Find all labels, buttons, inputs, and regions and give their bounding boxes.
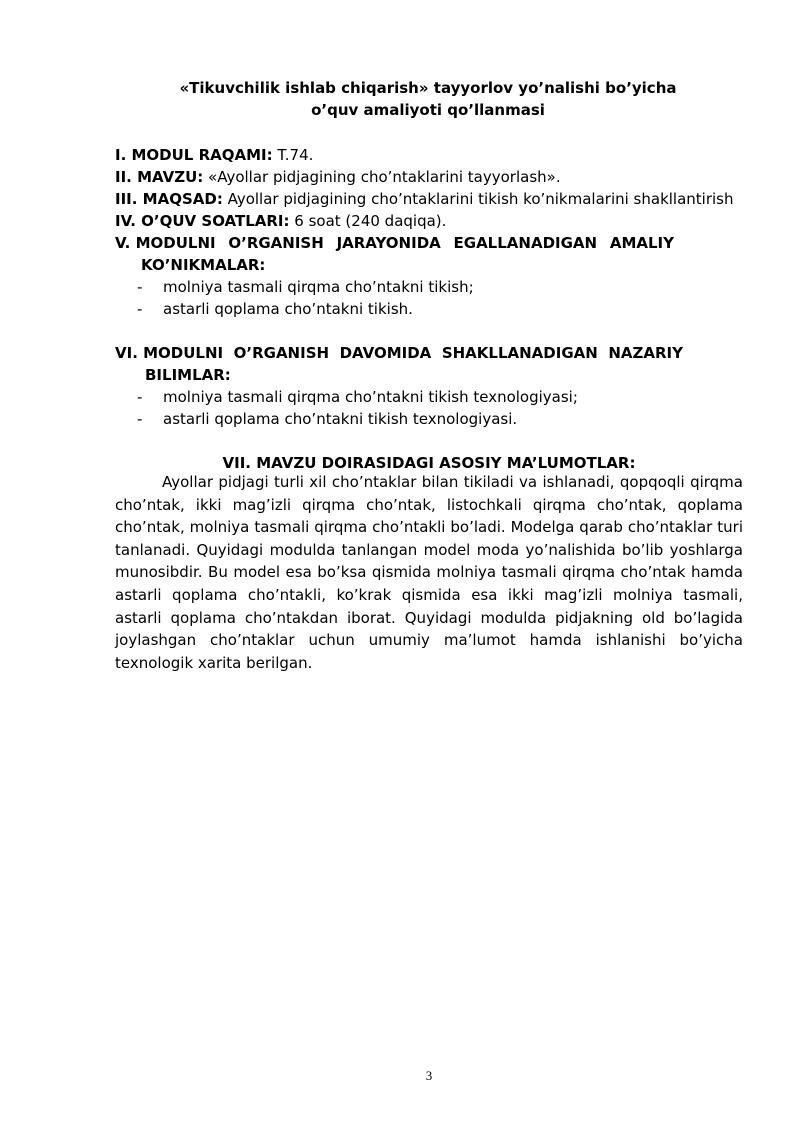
heading-word: V. MODULNI bbox=[115, 234, 216, 252]
topic-line bbox=[115, 166, 561, 188]
main-information-paragraph: Ayollar pidjagi turli xil cho’ntaklar bilan tikiladi va ishlanadi, qopqoqli qirqma cho’ntak, ikki mag’izli qirqma cho’ntak, listochkali qirqma cho’ntak, qoplama cho’ntak, molniya tasmali qirqma cho’ntakli bo’ladi. Modelga qarab cho’ntaklar turi tanlanadi. Quyidagi modulda tanlangan model moda yo’nalishida bo’lib yoshlarga munosibdir. Bu model esa bo’ksa qismida molniya tasmali qirqma cho’ntak hamda astarli qoplama cho’ntakli, ko’krak qismida esa ikki mag’izli molniya tasmali, astarli qoplama cho’ntakdan iborat. Quyidagi modulda pidjakning old bo’lagida joylashgan cho’ntaklar uchun umumiy ma’lumot hamda ishlanishi bo’yicha texnologik xarita berilgan. bbox=[115, 473, 743, 672]
list-item bbox=[137, 386, 578, 408]
main-information-heading: VII. MAVZU DOIRASIDAGI ASOSIY MA’LUMOTLAR: bbox=[222, 454, 636, 472]
heading-word: NAZARIY bbox=[608, 344, 683, 362]
document-title-line-2: o’quv amaliyoti qo’llanmasi bbox=[311, 101, 545, 119]
list-item bbox=[137, 276, 474, 298]
page-number: 3 bbox=[425, 1068, 433, 1083]
practical-skills-heading bbox=[115, 232, 674, 254]
heading-word: VI. MODULNI bbox=[115, 344, 224, 362]
bullet-dash: - bbox=[137, 278, 143, 296]
theoretical-knowledge-heading bbox=[115, 342, 683, 364]
practical-skills-heading-continued: KO’NIKMALAR: bbox=[141, 256, 266, 274]
list-item-text: molniya tasmali qirqma cho’ntakni tikish texnologiyasi; bbox=[163, 388, 578, 406]
goal-value: Ayollar pidjagining cho’ntaklarini tikish ko’nikmalarini shakllantirish bbox=[222, 190, 734, 208]
module-number-label: I. MODUL RAQAMI: bbox=[115, 146, 273, 164]
list-item-text: astarli qoplama cho’ntakni tikish texnologiyasi. bbox=[163, 410, 518, 428]
heading-word: EGALLANADIGAN bbox=[453, 234, 598, 252]
study-hours-value: 6 soat (240 daqiqa). bbox=[289, 212, 447, 230]
study-hours-label: IV. O’QUV SOATLARI: bbox=[115, 212, 290, 230]
heading-word: DAVOMIDA bbox=[339, 344, 432, 362]
goal-label: III. MAQSAD: bbox=[115, 190, 223, 208]
bullet-dash: - bbox=[137, 388, 143, 406]
module-number-value: T.74. bbox=[272, 146, 314, 164]
heading-word: AMALIY bbox=[609, 234, 674, 252]
list-item bbox=[137, 298, 413, 320]
list-item bbox=[137, 408, 517, 430]
topic-value: «Ayollar pidjagining cho’ntaklarini tayyorlash». bbox=[203, 168, 561, 186]
module-number-line bbox=[115, 144, 313, 166]
topic-label: II. MAVZU: bbox=[115, 168, 204, 186]
heading-word: O’RGANISH bbox=[228, 234, 324, 252]
list-item-text: molniya tasmali qirqma cho’ntakni tikish; bbox=[163, 278, 474, 296]
goal-line bbox=[115, 188, 734, 210]
document-title-line-1: «Tikuvchilik ishlab chiqarish» tayyorlov yo’nalishi bo’yicha bbox=[179, 79, 677, 97]
heading-word: SHAKLLANADIGAN bbox=[441, 344, 598, 362]
list-item-text: astarli qoplama cho’ntakni tikish. bbox=[163, 300, 413, 318]
theoretical-knowledge-heading-continued: BILIMLAR: bbox=[145, 366, 231, 384]
bullet-dash: - bbox=[137, 410, 143, 428]
bullet-dash: - bbox=[137, 300, 143, 318]
heading-word: O’RGANISH bbox=[233, 344, 330, 362]
study-hours-line bbox=[115, 210, 446, 232]
heading-word: JARAYONIDA bbox=[336, 234, 441, 252]
